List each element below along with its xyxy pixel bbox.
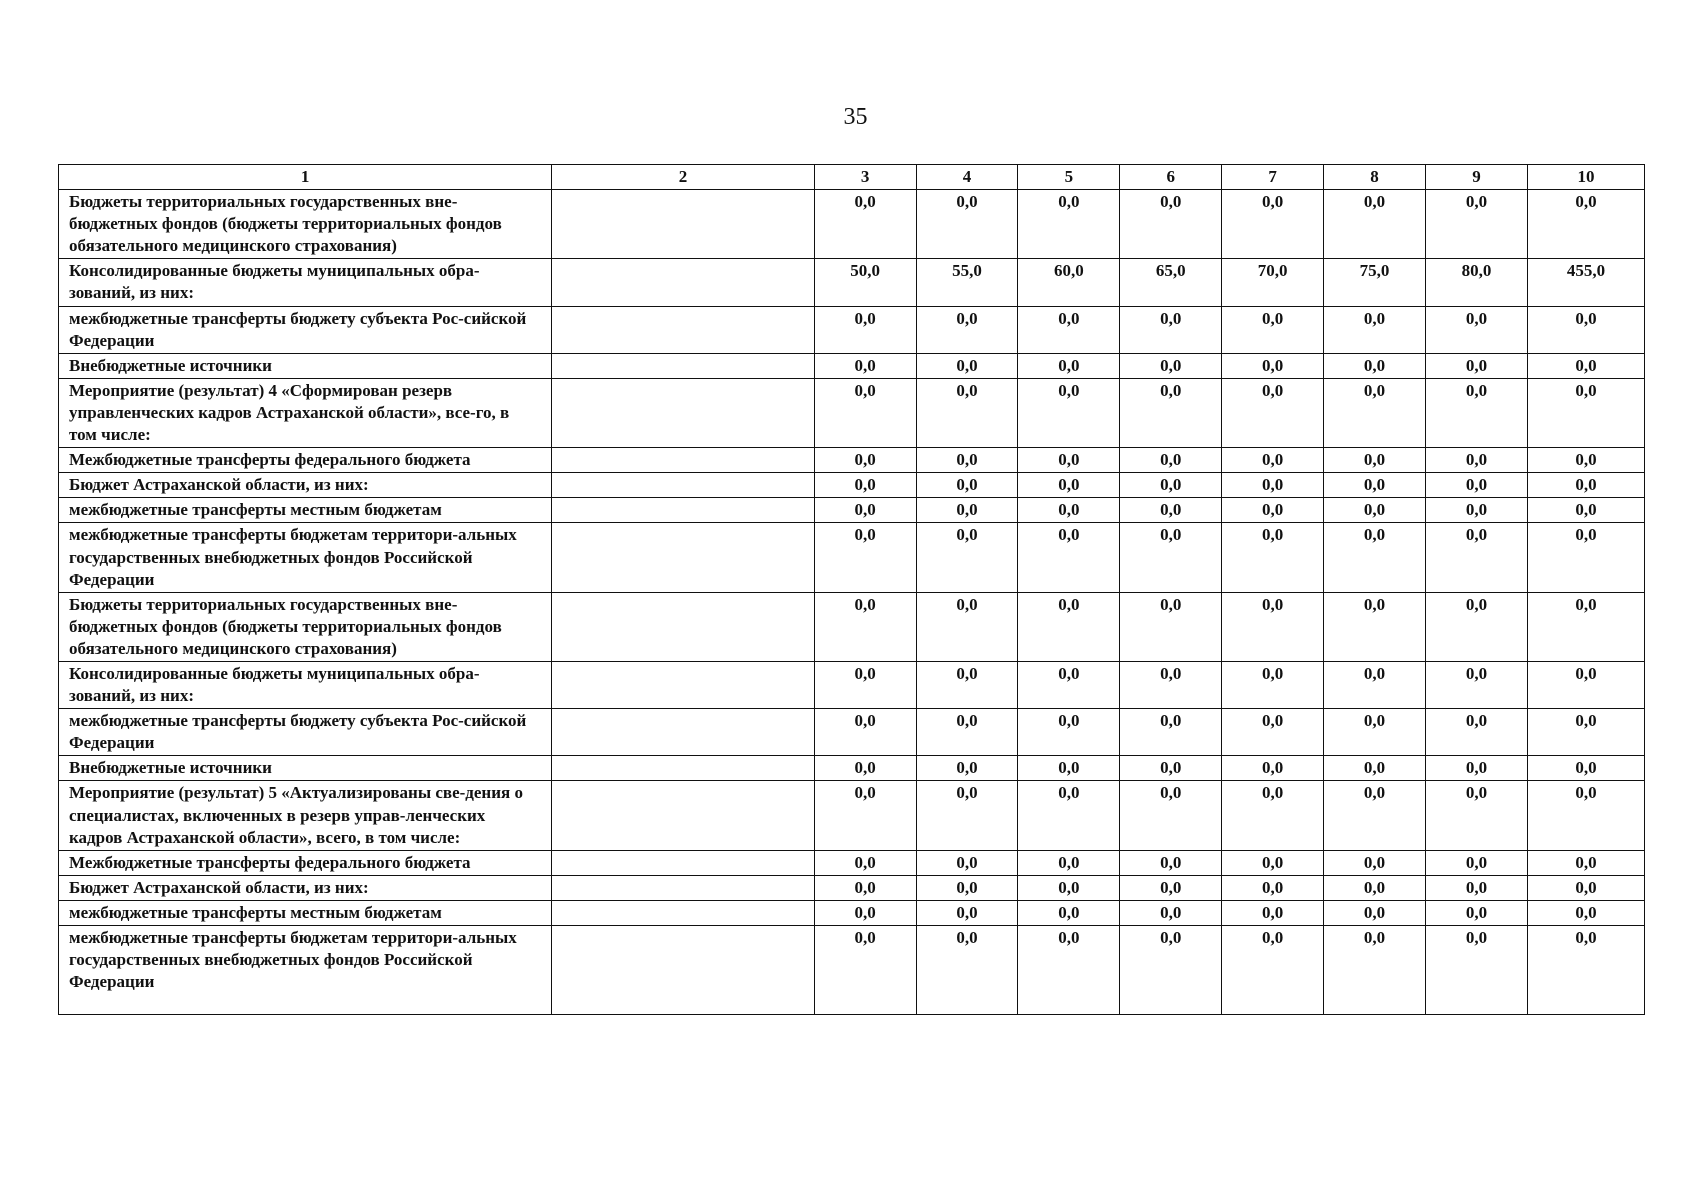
value-cell-col-10: 0,0	[1527, 498, 1644, 523]
row-label: межбюджетные трансферты местным бюджетам	[59, 498, 552, 523]
value-cell-col-7: 0,0	[1222, 756, 1324, 781]
value-cell-col-6: 65,0	[1120, 259, 1222, 306]
row-label: Внебюджетные источники	[59, 353, 552, 378]
column-2-cell	[552, 661, 814, 708]
value-cell-col-6: 0,0	[1120, 875, 1222, 900]
value-cell-col-9: 0,0	[1426, 190, 1528, 259]
value-cell-col-4: 0,0	[916, 353, 1018, 378]
value-cell-col-6: 0,0	[1120, 498, 1222, 523]
value-cell-col-8: 0,0	[1324, 190, 1426, 259]
value-cell-col-10: 0,0	[1527, 709, 1644, 756]
header-row	[59, 165, 1645, 190]
value-cell-col-3: 0,0	[814, 306, 916, 353]
value-cell-col-8: 0,0	[1324, 926, 1426, 1015]
value-cell-col-5: 0,0	[1018, 473, 1120, 498]
value-cell-col-3: 0,0	[814, 709, 916, 756]
column-2-cell	[552, 259, 814, 306]
value-cell-col-4: 0,0	[916, 448, 1018, 473]
value-cell-col-7: 0,0	[1222, 190, 1324, 259]
value-cell-col-10: 0,0	[1527, 306, 1644, 353]
value-cell-col-6: 0,0	[1120, 353, 1222, 378]
value-cell-col-5: 0,0	[1018, 900, 1120, 925]
column-2-cell	[552, 926, 814, 1015]
value-cell-col-7: 0,0	[1222, 353, 1324, 378]
value-cell-col-6: 0,0	[1120, 448, 1222, 473]
value-cell-col-5: 0,0	[1018, 850, 1120, 875]
row-label: межбюджетные трансферты бюджету субъекта Рос-сийской Федерации	[59, 306, 552, 353]
column-2-cell	[552, 709, 814, 756]
value-cell-col-4: 0,0	[916, 926, 1018, 1015]
column-2-cell	[552, 592, 814, 661]
value-cell-col-5: 0,0	[1018, 926, 1120, 1015]
value-cell-col-9: 0,0	[1426, 306, 1528, 353]
value-cell-col-4: 0,0	[916, 592, 1018, 661]
row-label: Межбюджетные трансферты федерального бюджета	[59, 448, 552, 473]
value-cell-col-10: 0,0	[1527, 926, 1644, 1015]
table-row	[59, 306, 1645, 353]
value-cell-col-7: 0,0	[1222, 661, 1324, 708]
value-cell-col-9: 0,0	[1426, 592, 1528, 661]
value-cell-col-8: 0,0	[1324, 756, 1426, 781]
table-row	[59, 709, 1645, 756]
value-cell-col-5: 0,0	[1018, 875, 1120, 900]
value-cell-col-8: 0,0	[1324, 498, 1426, 523]
value-cell-col-3: 0,0	[814, 875, 916, 900]
value-cell-col-5: 0,0	[1018, 709, 1120, 756]
value-cell-col-10: 0,0	[1527, 661, 1644, 708]
value-cell-col-5: 0,0	[1018, 661, 1120, 708]
value-cell-col-5: 0,0	[1018, 353, 1120, 378]
value-cell-col-7: 0,0	[1222, 900, 1324, 925]
row-label: Мероприятие (результат) 5 «Актуализированы све-дения о специалистах, включенных в резерв управ-ленческих кадров Астраханской области», всего, в том числе:	[59, 781, 552, 850]
row-label: межбюджетные трансферты бюджетам территори-альных государственных внебюджетных фондов Российской Федерации	[59, 523, 552, 592]
value-cell-col-10: 0,0	[1527, 378, 1644, 447]
value-cell-col-5: 0,0	[1018, 523, 1120, 592]
value-cell-col-4: 0,0	[916, 781, 1018, 850]
table-row	[59, 473, 1645, 498]
value-cell-col-9: 0,0	[1426, 473, 1528, 498]
row-label: Внебюджетные источники	[59, 756, 552, 781]
row-label: межбюджетные трансферты местным бюджетам	[59, 900, 552, 925]
value-cell-col-10: 0,0	[1527, 781, 1644, 850]
value-cell-col-3: 0,0	[814, 378, 916, 447]
table-row	[59, 448, 1645, 473]
value-cell-col-3: 50,0	[814, 259, 916, 306]
value-cell-col-9: 80,0	[1426, 259, 1528, 306]
table-row	[59, 353, 1645, 378]
table-row	[59, 592, 1645, 661]
column-header-7: 7	[1222, 165, 1324, 190]
table-row	[59, 900, 1645, 925]
value-cell-col-6: 0,0	[1120, 473, 1222, 498]
value-cell-col-7: 0,0	[1222, 306, 1324, 353]
column-header-9: 9	[1426, 165, 1528, 190]
value-cell-col-8: 0,0	[1324, 900, 1426, 925]
table-row	[59, 756, 1645, 781]
value-cell-col-4: 0,0	[916, 709, 1018, 756]
value-cell-col-8: 0,0	[1324, 306, 1426, 353]
value-cell-col-10: 0,0	[1527, 448, 1644, 473]
value-cell-col-6: 0,0	[1120, 709, 1222, 756]
value-cell-col-9: 0,0	[1426, 756, 1528, 781]
value-cell-col-6: 0,0	[1120, 661, 1222, 708]
value-cell-col-3: 0,0	[814, 850, 916, 875]
value-cell-col-5: 0,0	[1018, 781, 1120, 850]
value-cell-col-9: 0,0	[1426, 926, 1528, 1015]
column-2-cell	[552, 850, 814, 875]
row-label: Мероприятие (результат) 4 «Сформирован резерв управленческих кадров Астраханской области», все-го, в том числе:	[59, 378, 552, 447]
row-label: Консолидированные бюджеты муниципальных обра-зований, из них:	[59, 661, 552, 708]
column-2-cell	[552, 756, 814, 781]
column-header-4: 4	[916, 165, 1018, 190]
value-cell-col-3: 0,0	[814, 190, 916, 259]
column-2-cell	[552, 190, 814, 259]
value-cell-col-8: 0,0	[1324, 378, 1426, 447]
value-cell-col-3: 0,0	[814, 448, 916, 473]
value-cell-col-9: 0,0	[1426, 781, 1528, 850]
table-row	[59, 259, 1645, 306]
value-cell-col-4: 0,0	[916, 473, 1018, 498]
value-cell-col-8: 0,0	[1324, 850, 1426, 875]
value-cell-col-4: 55,0	[916, 259, 1018, 306]
page-number: 35	[843, 104, 868, 130]
value-cell-col-5: 0,0	[1018, 498, 1120, 523]
value-cell-col-8: 0,0	[1324, 709, 1426, 756]
value-cell-col-9: 0,0	[1426, 448, 1528, 473]
table-row	[59, 875, 1645, 900]
table-row	[59, 781, 1645, 850]
value-cell-col-9: 0,0	[1426, 709, 1528, 756]
value-cell-col-6: 0,0	[1120, 850, 1222, 875]
column-header-5: 5	[1018, 165, 1120, 190]
value-cell-col-9: 0,0	[1426, 353, 1528, 378]
table-row	[59, 190, 1645, 259]
table-row	[59, 661, 1645, 708]
value-cell-col-7: 0,0	[1222, 498, 1324, 523]
value-cell-col-10: 0,0	[1527, 592, 1644, 661]
column-2-cell	[552, 353, 814, 378]
value-cell-col-10: 0,0	[1527, 900, 1644, 925]
value-cell-col-6: 0,0	[1120, 900, 1222, 925]
column-header-6: 6	[1120, 165, 1222, 190]
value-cell-col-4: 0,0	[916, 190, 1018, 259]
column-header-3: 3	[814, 165, 916, 190]
value-cell-col-8: 0,0	[1324, 353, 1426, 378]
value-cell-col-8: 0,0	[1324, 473, 1426, 498]
value-cell-col-3: 0,0	[814, 473, 916, 498]
value-cell-col-10: 0,0	[1527, 190, 1644, 259]
column-2-cell	[552, 473, 814, 498]
value-cell-col-10: 0,0	[1527, 473, 1644, 498]
column-2-cell	[552, 378, 814, 447]
value-cell-col-5: 60,0	[1018, 259, 1120, 306]
value-cell-col-6: 0,0	[1120, 306, 1222, 353]
value-cell-col-10: 0,0	[1527, 523, 1644, 592]
value-cell-col-6: 0,0	[1120, 926, 1222, 1015]
column-header-10: 10	[1527, 165, 1644, 190]
table-row	[59, 523, 1645, 592]
value-cell-col-5: 0,0	[1018, 306, 1120, 353]
value-cell-col-4: 0,0	[916, 498, 1018, 523]
value-cell-col-8: 0,0	[1324, 523, 1426, 592]
column-header-1: 1	[59, 165, 552, 190]
value-cell-col-3: 0,0	[814, 523, 916, 592]
value-cell-col-5: 0,0	[1018, 190, 1120, 259]
value-cell-col-4: 0,0	[916, 756, 1018, 781]
value-cell-col-10: 0,0	[1527, 353, 1644, 378]
value-cell-col-8: 0,0	[1324, 875, 1426, 900]
budget-table	[58, 164, 1645, 1015]
value-cell-col-3: 0,0	[814, 498, 916, 523]
value-cell-col-8: 0,0	[1324, 661, 1426, 708]
value-cell-col-3: 0,0	[814, 781, 916, 850]
value-cell-col-9: 0,0	[1426, 875, 1528, 900]
value-cell-col-3: 0,0	[814, 592, 916, 661]
column-2-cell	[552, 781, 814, 850]
value-cell-col-5: 0,0	[1018, 592, 1120, 661]
table-row	[59, 498, 1645, 523]
value-cell-col-3: 0,0	[814, 661, 916, 708]
value-cell-col-4: 0,0	[916, 875, 1018, 900]
value-cell-col-5: 0,0	[1018, 378, 1120, 447]
value-cell-col-7: 0,0	[1222, 523, 1324, 592]
value-cell-col-8: 0,0	[1324, 448, 1426, 473]
column-header-2: 2	[552, 165, 814, 190]
row-label: Бюджеты территориальных государственных вне-бюджетных фондов (бюджеты территориальных фондов обязательного медицинского страхования)	[59, 190, 552, 259]
value-cell-col-10: 0,0	[1527, 756, 1644, 781]
value-cell-col-9: 0,0	[1426, 900, 1528, 925]
value-cell-col-10: 455,0	[1527, 259, 1644, 306]
column-2-cell	[552, 875, 814, 900]
value-cell-col-3: 0,0	[814, 353, 916, 378]
value-cell-col-3: 0,0	[814, 900, 916, 925]
column-header-8: 8	[1324, 165, 1426, 190]
column-2-cell	[552, 498, 814, 523]
value-cell-col-4: 0,0	[916, 306, 1018, 353]
value-cell-col-7: 0,0	[1222, 378, 1324, 447]
value-cell-col-3: 0,0	[814, 756, 916, 781]
value-cell-col-7: 0,0	[1222, 781, 1324, 850]
value-cell-col-6: 0,0	[1120, 592, 1222, 661]
column-2-cell	[552, 523, 814, 592]
column-2-cell	[552, 900, 814, 925]
value-cell-col-5: 0,0	[1018, 756, 1120, 781]
value-cell-col-10: 0,0	[1527, 875, 1644, 900]
value-cell-col-4: 0,0	[916, 900, 1018, 925]
value-cell-col-4: 0,0	[916, 661, 1018, 708]
column-2-cell	[552, 448, 814, 473]
value-cell-col-6: 0,0	[1120, 378, 1222, 447]
row-label: Консолидированные бюджеты муниципальных обра-зований, из них:	[59, 259, 552, 306]
value-cell-col-7: 0,0	[1222, 875, 1324, 900]
value-cell-col-7: 70,0	[1222, 259, 1324, 306]
value-cell-col-7: 0,0	[1222, 592, 1324, 661]
value-cell-col-10: 0,0	[1527, 850, 1644, 875]
value-cell-col-7: 0,0	[1222, 473, 1324, 498]
value-cell-col-9: 0,0	[1426, 661, 1528, 708]
value-cell-col-9: 0,0	[1426, 378, 1528, 447]
value-cell-col-3: 0,0	[814, 926, 916, 1015]
value-cell-col-4: 0,0	[916, 523, 1018, 592]
value-cell-col-7: 0,0	[1222, 850, 1324, 875]
table-body	[59, 190, 1645, 1015]
value-cell-col-8: 0,0	[1324, 781, 1426, 850]
row-label: Бюджет Астраханской области, из них:	[59, 875, 552, 900]
value-cell-col-4: 0,0	[916, 850, 1018, 875]
table-row	[59, 926, 1645, 1015]
row-label: Бюджет Астраханской области, из них:	[59, 473, 552, 498]
value-cell-col-9: 0,0	[1426, 523, 1528, 592]
value-cell-col-7: 0,0	[1222, 709, 1324, 756]
row-label: межбюджетные трансферты бюджетам территори-альных государственных внебюджетных фондов Российской Федерации	[59, 926, 552, 1015]
value-cell-col-4: 0,0	[916, 378, 1018, 447]
value-cell-col-9: 0,0	[1426, 850, 1528, 875]
row-label: межбюджетные трансферты бюджету субъекта Рос-сийской Федерации	[59, 709, 552, 756]
value-cell-col-9: 0,0	[1426, 498, 1528, 523]
value-cell-col-8: 0,0	[1324, 592, 1426, 661]
value-cell-col-7: 0,0	[1222, 448, 1324, 473]
value-cell-col-6: 0,0	[1120, 190, 1222, 259]
value-cell-col-7: 0,0	[1222, 926, 1324, 1015]
column-2-cell	[552, 306, 814, 353]
value-cell-col-8: 75,0	[1324, 259, 1426, 306]
row-label: Бюджеты территориальных государственных вне-бюджетных фондов (бюджеты территориальных фондов обязательного медицинского страхования)	[59, 592, 552, 661]
value-cell-col-6: 0,0	[1120, 781, 1222, 850]
table-row	[59, 378, 1645, 447]
value-cell-col-6: 0,0	[1120, 756, 1222, 781]
value-cell-col-6: 0,0	[1120, 523, 1222, 592]
row-label: Межбюджетные трансферты федерального бюджета	[59, 850, 552, 875]
value-cell-col-5: 0,0	[1018, 448, 1120, 473]
table-row	[59, 850, 1645, 875]
